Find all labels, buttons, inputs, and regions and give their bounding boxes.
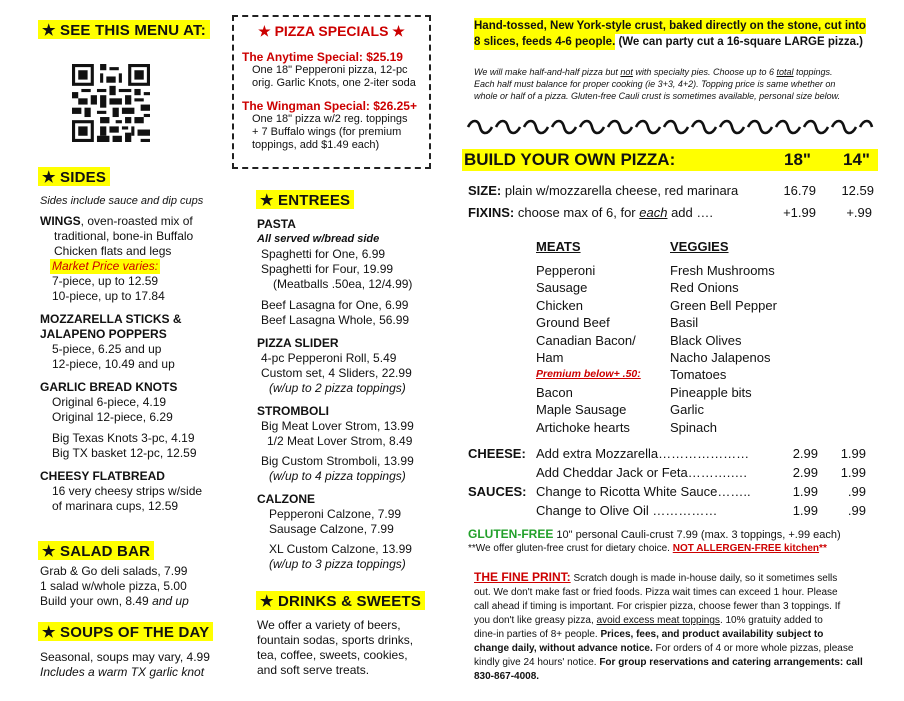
cheese-label: CHEESE:	[468, 446, 526, 461]
stromboli-note: (w/up to 4 pizza toppings)	[269, 469, 406, 483]
sauce2-14-price: .99	[847, 503, 866, 518]
pasta-item: Spaghetti for Four, 19.99	[261, 262, 394, 276]
stromboli-item: Big Meat Lover Strom, 13.99	[261, 419, 414, 433]
mozz-12: 12-piece, 10.49 and up	[52, 357, 175, 371]
calzone-item: XL Custom Calzone, 13.99	[269, 542, 412, 556]
cheese2-14-price: 1.99	[840, 465, 866, 480]
drinks-line: We offer a variety of beers,	[257, 618, 401, 632]
premium-meat-item: Artichoke hearts	[536, 419, 630, 435]
anytime-special-name: The Anytime Special: $25.19	[242, 50, 403, 64]
cheese-option: Add Cheddar Jack or Feta……….….	[536, 465, 747, 480]
calzone-item: Sausage Calzone, 7.99	[269, 522, 394, 536]
wings-7: 7-piece, up to 12.59	[52, 274, 159, 288]
veggie-item: Spinach	[670, 419, 717, 435]
soups-line: Seasonal, soups may vary, 4.99	[40, 650, 210, 664]
meat-item: Ham	[536, 350, 564, 366]
pasta-note: All served w/bread side	[257, 233, 380, 245]
entrees-section	[257, 217, 447, 572]
wings-desc: Chicken flats and legs	[54, 244, 172, 258]
veggie-item: Tomatoes	[670, 367, 727, 383]
salad-bar-heading: ★ SALAD BAR	[38, 541, 154, 560]
anytime-desc: orig. Garlic Knots, one 2-iter soda	[252, 77, 416, 89]
drinks-line: tea, coffee, sweets, cookies,	[257, 648, 408, 662]
sauce1-18-price: 1.99	[792, 484, 818, 499]
meat-item: Ground Beef	[536, 315, 610, 331]
sauce-option: Change to Ricotta White Sauce……..	[536, 484, 751, 499]
veggie-item: Green Bell Pepper	[670, 297, 777, 313]
salad-line: 1 salad w/whole pizza, 5.00	[40, 579, 187, 593]
fixins-18-price: +1.99	[783, 205, 816, 220]
gluten-free-line: GLUTEN-FREE 10" personal Cauli-crust 7.99 (max. 3 toppings, +.99 each)	[468, 527, 841, 541]
size-18-heading: 18"	[784, 150, 811, 169]
pasta-item: Spaghetti for One, 6.99	[261, 247, 386, 261]
cheese1-14-price: 1.99	[840, 446, 866, 461]
market-price-note: Market Price varies:	[52, 259, 159, 273]
mozz-5: 5-piece, 6.25 and up	[52, 342, 162, 356]
anytime-desc: One 18" Pepperoni pizza, 12-pc	[252, 64, 408, 76]
wings-10: 10-piece, up to 17.84	[52, 289, 165, 303]
flatbread-2: of marinara cups, 12.59	[52, 499, 179, 513]
sauces-label: SAUCES:	[468, 484, 527, 499]
cheese1-18-price: 2.99	[792, 446, 818, 461]
pasta-item: Beef Lasagna Whole, 56.99	[261, 313, 410, 327]
pasta-title: PASTA	[257, 217, 296, 231]
salad-line: Grab & Go deli salads, 7.99	[40, 564, 188, 578]
meat-item: Chicken	[536, 297, 583, 313]
veggie-item: Pineapple bits	[670, 384, 752, 400]
size-14-heading: 14"	[843, 150, 870, 169]
fine-print-title: THE FINE PRINT:	[474, 570, 571, 584]
flatbread-1: 16 very cheesy strips w/side	[52, 484, 203, 498]
size-18-price: 16.79	[783, 183, 816, 198]
see-menu-heading: ★ SEE THIS MENU AT:	[38, 20, 210, 39]
veggie-item: Nacho Jalapenos	[670, 350, 771, 366]
fine-print: THE FINE PRINT: Scratch dough is made in-house daily, so it sometimes sells out. We don't make fast or fried foods. Pizza wait times can exceed 1 hour. Please call ahead if timing is important. For crispier pizza, choose fewer than 3 toppings. If you don't like greasy pizza, avoid excess meat toppings. 10% gratuity added to dine-in parties of 8+ people. Prices, fees, and product availability subject to change daily, without advance notice. For orders of 4 or more whole pizzas, please kindly give 24 hours' notice. For group reservations and catering arrangements: call 830-867-4008.	[474, 570, 890, 684]
entrees-heading: ★ ENTREES	[256, 190, 354, 209]
wings-line: WINGS, oven-roasted mix of	[40, 214, 193, 228]
wingman-special-name: The Wingman Special: $26.25+	[242, 99, 417, 113]
byo-heading: BUILD YOUR OWN PIZZA:	[464, 150, 676, 169]
garlic-12: Original 12-piece, 6.29	[52, 410, 173, 424]
sides-section	[40, 194, 225, 514]
meats-heading: MEATS	[536, 239, 581, 254]
stromboli-item: 1/2 Meat Lover Strom, 8.49	[267, 434, 413, 448]
sauce2-18-price: 1.99	[792, 503, 818, 518]
drinks-line: and soft serve treats.	[257, 663, 370, 677]
stromboli-title: STROMBOLI	[257, 404, 329, 418]
pizza-intro: Hand-tossed, New York-style crust, baked directly on the stone, cut into 8 slices, feeds 4-6 people. (We can party cut a 16-square LARGE pizza.)	[474, 20, 866, 48]
calzone-note: (w/up to 3 pizza toppings)	[269, 557, 406, 571]
pizza-specials-box	[232, 15, 431, 169]
premium-meat-item: Maple Sausage	[536, 402, 627, 418]
sauce1-14-price: .99	[847, 484, 866, 499]
calzone-item: Pepperoni Calzone, 7.99	[269, 507, 402, 521]
flatbread-title: CHEESY FLATBREAD	[40, 469, 165, 483]
meat-item: Sausage	[536, 280, 588, 296]
size-row: SIZE: plain w/mozzarella cheese, red marinara	[468, 183, 739, 198]
cheese-option: Add extra Mozzarella…………………	[536, 446, 750, 461]
texas-3: Big Texas Knots 3-pc, 4.19	[52, 431, 195, 445]
veggie-item: Black Olives	[670, 332, 742, 348]
salad-section	[40, 564, 189, 609]
fixins-14-price: +.99	[846, 205, 872, 220]
wingman-desc: toppings, add $1.49 each)	[252, 139, 380, 151]
slider-item: Custom set, 4 Sliders, 22.99	[261, 366, 412, 380]
cheese2-18-price: 2.99	[792, 465, 818, 480]
drinks-heading: ★ DRINKS & SWEETS	[256, 591, 425, 610]
premium-note: Premium below+ .50:	[536, 368, 641, 381]
slider-note: (w/up to 2 pizza toppings)	[269, 381, 406, 395]
drinks-section	[257, 618, 413, 678]
wings-desc: traditional, bone-in Buffalo	[54, 229, 194, 243]
salad-line: Build your own, 8.49 and up	[40, 594, 189, 608]
qr-code-icon[interactable]	[72, 64, 150, 142]
sides-heading: ★ SIDES	[38, 167, 110, 186]
soups-section	[40, 650, 210, 680]
premium-meat-item: Bacon	[536, 384, 573, 400]
soups-line: Includes a warm TX garlic knot	[40, 665, 205, 679]
stromboli-item: Big Custom Stromboli, 13.99	[261, 454, 414, 468]
wave-divider-icon	[466, 118, 876, 136]
pasta-item: Beef Lasagna for One, 6.99	[261, 298, 409, 312]
sides-note: Sides include sauce and dip cups	[40, 195, 204, 207]
meat-item: Pepperoni	[536, 263, 596, 278]
veggie-item: Basil	[670, 315, 699, 331]
slider-item: 4-pc Pepperoni Roll, 5.49	[261, 351, 397, 365]
drinks-line: fountain sodas, sports drinks,	[257, 633, 414, 647]
texas-12: Big TX basket 12-pc, 12.59	[52, 446, 197, 460]
garlic-6: Original 6-piece, 4.19	[52, 395, 167, 409]
specials-title: ★ PIZZA SPECIALS ★	[258, 23, 405, 39]
veggie-item: Garlic	[670, 402, 704, 418]
phone-number[interactable]: 830-867-4008.	[474, 671, 540, 682]
size-14-price: 12.59	[841, 183, 874, 198]
garlic-title: GARLIC BREAD KNOTS	[40, 380, 178, 394]
meats-list	[536, 262, 641, 436]
wingman-desc: + 7 Buffalo wings (for premium	[252, 126, 402, 138]
pizza-note: We will make half-and-half pizza but not with specialty pies. Choose up to 6 total toppings. Each half must balance for proper cooking (ie 3+3, 4+2). Topping price is same whether on whole or half of a pizza. Gluten-free Cauli crust is sometimes available, personal size below.	[474, 67, 841, 101]
sauce-option: Change to Olive Oil ……………	[536, 503, 718, 518]
wingman-desc: One 18" pizza w/2 reg. toppings	[252, 113, 408, 125]
veggie-item: Red Onions	[670, 280, 739, 296]
veggie-item: Fresh Mushrooms	[670, 263, 775, 278]
pasta-item: (Meatballs .50ea, 12/4.99)	[273, 277, 413, 291]
calzone-title: CALZONE	[257, 492, 315, 506]
mozz-title: JALAPENO POPPERS	[40, 327, 167, 341]
soups-heading: ★ SOUPS OF THE DAY	[38, 622, 213, 641]
mozz-title: MOZZARELLA STICKS &	[40, 312, 182, 326]
fixins-row: FIXINS: choose max of 6, for each add ….	[468, 205, 713, 220]
gluten-free-note: **We offer gluten-free crust for dietary choice. NOT ALLERGEN-FREE kitchen**	[468, 543, 827, 554]
veggies-list	[670, 262, 777, 436]
veggies-heading: VEGGIES	[670, 239, 729, 254]
slider-title: PIZZA SLIDER	[257, 336, 339, 350]
meat-item: Canadian Bacon/	[536, 332, 636, 348]
